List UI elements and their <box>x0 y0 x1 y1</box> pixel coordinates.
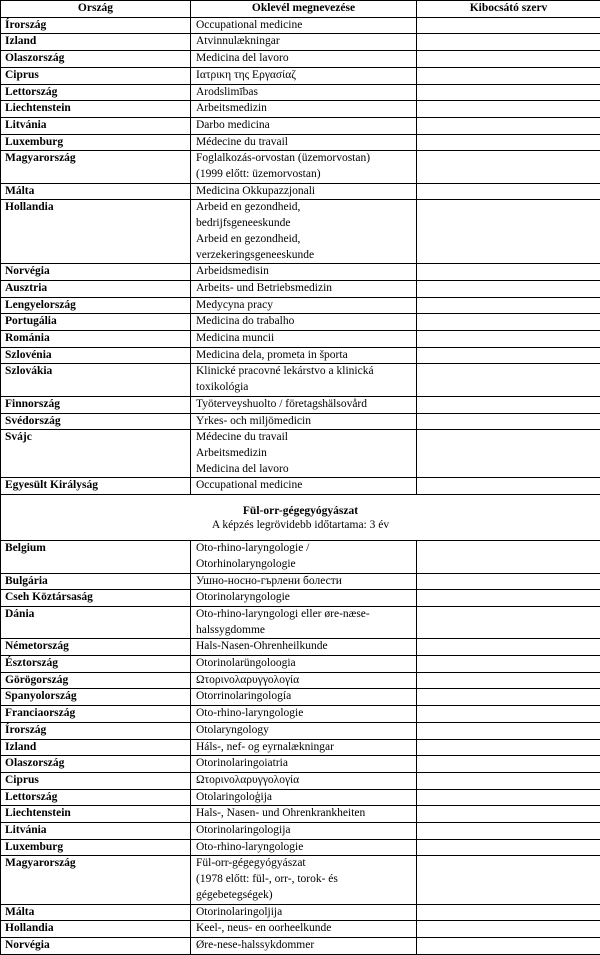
diploma-cell <box>191 331 417 348</box>
table-row <box>1 34 600 51</box>
diploma-line: gégebetegségek) <box>196 888 413 904</box>
section-subtitle: A képzés legrövidebb időtartama: 3 év <box>1 518 600 532</box>
issuer-cell <box>417 839 600 856</box>
issuer-cell <box>417 280 600 297</box>
table-row <box>1 413 600 430</box>
diploma-cell <box>191 17 417 34</box>
table-row <box>1 606 600 638</box>
diploma-line: Yrkes- och miljömedicin <box>196 414 413 430</box>
diploma-cell <box>191 134 417 151</box>
diploma-cell <box>191 904 417 921</box>
diploma-line: Fül-orr-gégegyógyászat <box>196 856 413 872</box>
diploma-line: Medycyna pracy <box>196 298 413 314</box>
table-row <box>1 856 600 904</box>
diploma-line: Ушно-носно-гърлени болести <box>196 574 413 590</box>
section-row <box>1 495 600 541</box>
country-cell: Málta <box>1 904 191 921</box>
issuer-cell <box>417 606 600 638</box>
issuer-cell <box>417 672 600 689</box>
table-row <box>1 541 600 573</box>
country-cell: Olaszország <box>1 51 191 68</box>
diploma-line: Hals-, Nasen- und Ohrenkrankheiten <box>196 806 413 822</box>
diploma-line: Keel-, neus- en oorheelkunde <box>196 921 413 937</box>
table-row <box>1 806 600 823</box>
diploma-cell <box>191 639 417 656</box>
diploma-line: Occupational medicine <box>196 18 413 34</box>
diploma-cell <box>191 541 417 573</box>
country-cell: Ausztria <box>1 280 191 297</box>
diploma-line: Medicina del lavoro <box>196 51 413 67</box>
diploma-cell <box>191 151 417 183</box>
diploma-line: Otolaryngology <box>196 723 413 739</box>
table-row <box>1 134 600 151</box>
header-row <box>1 1 600 18</box>
diploma-line: Ωτορινολαρυγγολογία <box>196 773 413 789</box>
diploma-line: Médecine du travail <box>196 430 413 446</box>
table-row <box>1 789 600 806</box>
country-cell: Litvánia <box>1 823 191 840</box>
table-row <box>1 117 600 134</box>
country-cell: Magyarország <box>1 151 191 183</box>
country-cell: Szlovénia <box>1 347 191 364</box>
table-row <box>1 51 600 68</box>
issuer-cell <box>417 396 600 413</box>
country-cell: Írország <box>1 17 191 34</box>
diploma-cell <box>191 706 417 723</box>
issuer-cell <box>417 590 600 607</box>
table-row <box>1 17 600 34</box>
country-cell: Szlovákia <box>1 364 191 396</box>
country-cell: Lettország <box>1 84 191 101</box>
header-country: Ország <box>1 1 191 18</box>
diploma-line: Medicina del lavoro <box>196 462 413 478</box>
diploma-cell <box>191 101 417 118</box>
header-diploma: Oklevél megnevezése <box>191 1 417 18</box>
diploma-cell <box>191 672 417 689</box>
issuer-cell <box>417 183 600 200</box>
diploma-line: Medicina muncii <box>196 331 413 347</box>
table-row <box>1 937 600 954</box>
issuer-cell <box>417 706 600 723</box>
issuer-cell <box>417 84 600 101</box>
diploma-cell <box>191 739 417 756</box>
issuer-cell <box>417 478 600 495</box>
country-cell: Izland <box>1 739 191 756</box>
country-cell: Dánia <box>1 606 191 638</box>
country-cell: Franciaország <box>1 706 191 723</box>
country-cell: Liechtenstein <box>1 101 191 118</box>
issuer-cell <box>417 347 600 364</box>
country-cell: Észtország <box>1 656 191 673</box>
issuer-cell <box>417 573 600 590</box>
diploma-cell <box>191 937 417 954</box>
issuer-cell <box>417 921 600 938</box>
table-row <box>1 364 600 396</box>
issuer-cell <box>417 772 600 789</box>
table-row <box>1 314 600 331</box>
table-row <box>1 200 600 264</box>
diploma-line: Oto-rhino-laryngologie / <box>196 541 413 557</box>
header-issuer: Kibocsátó szerv <box>417 1 600 18</box>
diploma-cell <box>191 364 417 396</box>
issuer-cell <box>417 117 600 134</box>
country-cell: Olaszország <box>1 756 191 773</box>
issuer-cell <box>417 264 600 281</box>
diploma-line: Occupational medicine <box>196 478 413 494</box>
diploma-cell <box>191 806 417 823</box>
issuer-cell <box>417 756 600 773</box>
diploma-cell <box>191 34 417 51</box>
table-row <box>1 739 600 756</box>
diploma-line: Otorinolarüngoloogia <box>196 656 413 672</box>
section-ent <box>1 495 600 541</box>
country-cell: Svájc <box>1 430 191 478</box>
issuer-cell <box>417 34 600 51</box>
issuer-cell <box>417 67 600 84</box>
diploma-line: Otorinolaringoljija <box>196 905 413 921</box>
diploma-line: Darbo medicina <box>196 118 413 134</box>
issuer-cell <box>417 656 600 673</box>
diploma-cell <box>191 921 417 938</box>
issuer-cell <box>417 364 600 396</box>
ent-rows <box>1 541 600 955</box>
issuer-cell <box>417 739 600 756</box>
table-row <box>1 689 600 706</box>
diploma-cell <box>191 478 417 495</box>
diploma-line: toxikológia <box>196 380 413 396</box>
issuer-cell <box>417 430 600 478</box>
diploma-cell <box>191 823 417 840</box>
table-row <box>1 84 600 101</box>
diploma-cell <box>191 264 417 281</box>
table-row <box>1 722 600 739</box>
table-row <box>1 151 600 183</box>
table-row <box>1 430 600 478</box>
country-cell: Belgium <box>1 541 191 573</box>
issuer-cell <box>417 856 600 904</box>
diploma-cell <box>191 756 417 773</box>
diploma-cell <box>191 67 417 84</box>
diploma-line: Otorinolaringoiatria <box>196 756 413 772</box>
country-cell: Hollandia <box>1 200 191 264</box>
diploma-line: Työterveyshuolto / företagshälsovård <box>196 397 413 413</box>
diploma-cell <box>191 347 417 364</box>
diploma-cell <box>191 839 417 856</box>
diploma-cell <box>191 573 417 590</box>
diploma-cell <box>191 430 417 478</box>
issuer-cell <box>417 806 600 823</box>
diploma-cell <box>191 722 417 739</box>
section-title: Fül-orr-gégegyógyászat <box>1 504 600 518</box>
diploma-cell <box>191 590 417 607</box>
issuer-cell <box>417 904 600 921</box>
table-row <box>1 839 600 856</box>
issuer-cell <box>417 51 600 68</box>
country-cell: Románia <box>1 331 191 348</box>
country-cell: Luxemburg <box>1 839 191 856</box>
diploma-line: Hals-Nasen-Ohrenheilkunde <box>196 639 413 655</box>
table-row <box>1 331 600 348</box>
country-cell: Görögország <box>1 672 191 689</box>
diploma-cell <box>191 772 417 789</box>
country-cell: Norvégia <box>1 264 191 281</box>
diploma-line: Ωτορινολαρυγγολογία <box>196 673 413 689</box>
diploma-line: Ιατρικη της Εργασίαζ <box>196 68 413 84</box>
diploma-line: (1999 előtt: üzemorvostan) <box>196 167 413 183</box>
diploma-line: Atvinnulækningar <box>196 34 413 50</box>
diploma-cell <box>191 280 417 297</box>
table-row <box>1 101 600 118</box>
diploma-cell <box>191 606 417 638</box>
country-cell: Németország <box>1 639 191 656</box>
country-cell: Luxemburg <box>1 134 191 151</box>
diploma-line: Arbeidsmedisin <box>196 264 413 280</box>
table-row <box>1 823 600 840</box>
issuer-cell <box>417 541 600 573</box>
table-row <box>1 478 600 495</box>
diploma-line: (1978 előtt: fül-, orr-, torok- és <box>196 872 413 888</box>
table-row <box>1 772 600 789</box>
issuer-cell <box>417 297 600 314</box>
table-row <box>1 67 600 84</box>
country-cell: Hollandia <box>1 921 191 938</box>
diploma-line: bedrijfsgeneeskunde <box>196 216 413 232</box>
issuer-cell <box>417 937 600 954</box>
diploma-cell <box>191 656 417 673</box>
issuer-cell <box>417 134 600 151</box>
diploma-line: Oto-rhino-laryngologie <box>196 840 413 856</box>
diploma-line: Medicina dela, prometa in športa <box>196 348 413 364</box>
diploma-cell <box>191 84 417 101</box>
diploma-line: Arbeid en gezondheid, <box>196 200 413 216</box>
diploma-cell <box>191 200 417 264</box>
country-cell: Litvánia <box>1 117 191 134</box>
table-row <box>1 756 600 773</box>
issuer-cell <box>417 331 600 348</box>
table-row <box>1 639 600 656</box>
section-heading <box>1 495 600 541</box>
diploma-cell <box>191 117 417 134</box>
country-cell: Izland <box>1 34 191 51</box>
diploma-cell <box>191 789 417 806</box>
diploma-cell <box>191 856 417 904</box>
country-cell: Portugália <box>1 314 191 331</box>
country-cell: Lettország <box>1 789 191 806</box>
table-row <box>1 297 600 314</box>
diploma-line: halssygdomme <box>196 623 413 639</box>
issuer-cell <box>417 823 600 840</box>
table-row <box>1 280 600 297</box>
table-row <box>1 904 600 921</box>
occupational-medicine-rows <box>1 17 600 494</box>
country-cell: Liechtenstein <box>1 806 191 823</box>
diploma-line: Otorinolaringologija <box>196 823 413 839</box>
diploma-cell <box>191 183 417 200</box>
table-row <box>1 396 600 413</box>
country-cell: Málta <box>1 183 191 200</box>
issuer-cell <box>417 413 600 430</box>
diploma-cell <box>191 413 417 430</box>
country-cell: Ciprus <box>1 772 191 789</box>
diploma-line: Otolaringoloģija <box>196 790 413 806</box>
diploma-line: Oto-rhino-laryngologi eller øre-næse- <box>196 607 413 623</box>
issuer-cell <box>417 722 600 739</box>
diploma-line: Arbeits- und Betriebsmedizin <box>196 281 413 297</box>
table-row <box>1 183 600 200</box>
diploma-cell <box>191 51 417 68</box>
issuer-cell <box>417 789 600 806</box>
table-row <box>1 264 600 281</box>
country-cell: Bulgária <box>1 573 191 590</box>
country-cell: Ciprus <box>1 67 191 84</box>
diploma-line: Otorhinolaryngologie <box>196 557 413 573</box>
diploma-line: Arbeitsmedizin <box>196 446 413 462</box>
issuer-cell <box>417 200 600 264</box>
table-row <box>1 573 600 590</box>
diploma-line: Arodslimības <box>196 85 413 101</box>
country-cell: Finnország <box>1 396 191 413</box>
diploma-line: Medicina do trabalho <box>196 314 413 330</box>
diploma-line: Klinické pracovné lekárstvo a klinická <box>196 364 413 380</box>
diploma-line: Otorrinolaringología <box>196 689 413 705</box>
diploma-cell <box>191 297 417 314</box>
diploma-line: Médecine du travail <box>196 135 413 151</box>
diploma-cell <box>191 396 417 413</box>
country-cell: Cseh Köztársaság <box>1 590 191 607</box>
table-row <box>1 590 600 607</box>
table-row <box>1 672 600 689</box>
issuer-cell <box>417 639 600 656</box>
table-row <box>1 347 600 364</box>
diploma-line: Otorinolaryngologie <box>196 590 413 606</box>
diploma-line: Oto-rhino-laryngologie <box>196 706 413 722</box>
issuer-cell <box>417 689 600 706</box>
diploma-line: Foglalkozás-orvostan (üzemorvostan) <box>196 151 413 167</box>
diploma-cell <box>191 314 417 331</box>
diploma-line: Øre-nese-halssykdommer <box>196 938 413 954</box>
country-cell: Lengyelország <box>1 297 191 314</box>
issuer-cell <box>417 314 600 331</box>
diploma-line: verzekeringsgeneeskunde <box>196 248 413 264</box>
diploma-line: Háls-, nef- og eyrnalækningar <box>196 740 413 756</box>
diploma-cell <box>191 689 417 706</box>
country-cell: Egyesült Királyság <box>1 478 191 495</box>
issuer-cell <box>417 151 600 183</box>
table-row <box>1 706 600 723</box>
country-cell: Norvégia <box>1 937 191 954</box>
diploma-line: Arbeid en gezondheid, <box>196 232 413 248</box>
country-cell: Svédország <box>1 413 191 430</box>
country-cell: Írország <box>1 722 191 739</box>
table-row <box>1 656 600 673</box>
diploma-line: Medicina Okkupazzjonali <box>196 184 413 200</box>
issuer-cell <box>417 17 600 34</box>
table-row <box>1 921 600 938</box>
country-cell: Magyarország <box>1 856 191 904</box>
country-cell: Spanyolország <box>1 689 191 706</box>
diploma-line: Arbeitsmedizin <box>196 101 413 117</box>
issuer-cell <box>417 101 600 118</box>
